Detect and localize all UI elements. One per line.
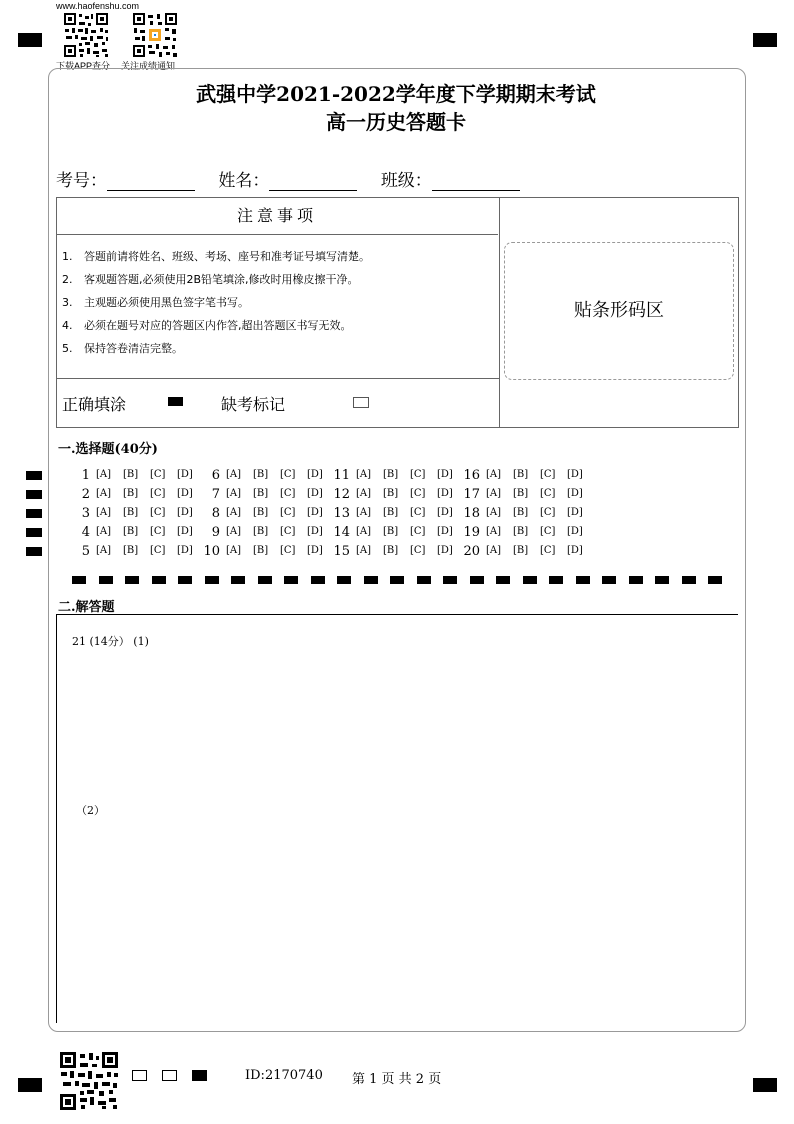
answer-bubble[interactable]: [B] (513, 488, 529, 499)
correct-fill-label: 正确填涂 (62, 395, 127, 414)
answer-bubble[interactable]: [B] (513, 526, 529, 537)
separator-dash (523, 576, 537, 584)
section1-title: 一.选择题(40分) (58, 442, 158, 457)
separator-dash (708, 576, 722, 584)
page-indicator: 第 1 页 共 2 页 (352, 1072, 442, 1087)
answer-bubble[interactable]: [A] (356, 526, 372, 537)
answer-bubble[interactable]: [C] (280, 545, 296, 556)
answer-bubble[interactable]: [C] (280, 488, 296, 499)
q21-answer-area[interactable] (56, 614, 738, 1023)
separator-dash (337, 576, 351, 584)
answer-bubble[interactable]: [C] (410, 526, 426, 537)
answer-bubble[interactable]: [D] (437, 545, 453, 556)
question-number: 8 (211, 506, 220, 521)
separator-dash (602, 576, 616, 584)
separator-dash (258, 576, 272, 584)
answer-bubble[interactable]: [B] (253, 469, 269, 480)
answer-bubble[interactable]: [C] (150, 488, 166, 499)
footer-marker-filled (192, 1070, 207, 1081)
answer-bubble[interactable]: [A] (356, 469, 372, 480)
separator-dash (682, 576, 696, 584)
answer-bubble[interactable]: [B] (123, 545, 139, 556)
answer-bubble[interactable]: [A] (226, 488, 242, 499)
answer-bubble[interactable]: [D] (567, 545, 583, 556)
question-number: 12 (333, 487, 350, 502)
answer-bubble[interactable]: [A] (226, 545, 242, 556)
answer-bubble[interactable]: [C] (280, 507, 296, 518)
answer-bubble[interactable]: [A] (486, 469, 502, 480)
answer-bubble[interactable]: [D] (437, 488, 453, 499)
answer-bubble[interactable]: [C] (150, 469, 166, 480)
question-number: 19 (463, 525, 480, 540)
question-number: 6 (211, 468, 220, 483)
answer-bubble[interactable]: [A] (96, 507, 112, 518)
timing-mark-top-right (753, 33, 777, 47)
row-timing-mark (26, 471, 42, 480)
student-info-row (56, 166, 538, 191)
separator-dash (576, 576, 590, 584)
separator-dash (125, 576, 139, 584)
footer-marker-box (162, 1070, 177, 1081)
separator-dash (549, 576, 563, 584)
notes-divider (499, 197, 500, 427)
question-number: 14 (333, 525, 350, 540)
footer-marker-box (132, 1070, 147, 1081)
question-number: 10 (203, 544, 220, 559)
student-name-field[interactable] (218, 166, 357, 191)
answer-bubble[interactable]: [A] (96, 526, 112, 537)
answer-bubble[interactable]: [D] (307, 507, 323, 518)
answer-bubble[interactable]: [C] (410, 469, 426, 480)
exam-title: 武强中学2021-2022学年度下学期期末考试 (196, 82, 596, 106)
separator-dash (496, 576, 510, 584)
question-number: 1 (81, 468, 90, 483)
answer-bubble[interactable]: [D] (177, 469, 193, 480)
separator-dash (178, 576, 192, 584)
section2-title: 二.解答题 (58, 600, 115, 615)
answer-bubble[interactable]: [C] (540, 526, 556, 537)
sheet-id: ID:2170740 (245, 1068, 323, 1083)
answer-bubble[interactable]: [C] (280, 526, 296, 537)
separator-dash (99, 576, 113, 584)
answer-bubble[interactable]: [B] (253, 545, 269, 556)
separator-dash (417, 576, 431, 584)
timing-mark-bottom-right (753, 1078, 777, 1092)
class-label: 班级： (380, 171, 432, 191)
answer-bubble[interactable]: [B] (253, 526, 269, 537)
question-number: 13 (333, 506, 350, 521)
separator-dash (311, 576, 325, 584)
question-number: 3 (81, 506, 90, 521)
answer-bubble[interactable]: [D] (177, 545, 193, 556)
answer-bubble[interactable]: [C] (410, 507, 426, 518)
answer-bubble[interactable]: [D] (177, 507, 193, 518)
separator-dash (231, 576, 245, 584)
answer-bubble[interactable]: [D] (307, 545, 323, 556)
answer-bubble[interactable]: [B] (123, 526, 139, 537)
note-item: 5. 保持答卷清洁完整。 (62, 342, 183, 355)
answer-bubble[interactable]: [B] (383, 488, 399, 499)
answer-bubble[interactable]: [A] (486, 526, 502, 537)
answer-bubble[interactable]: [C] (540, 507, 556, 518)
row-timing-mark (26, 509, 42, 518)
answer-bubble[interactable]: [A] (486, 507, 502, 518)
answer-bubble[interactable]: [B] (123, 488, 139, 499)
row-timing-mark (26, 528, 42, 537)
answer-bubble[interactable]: [D] (307, 526, 323, 537)
answer-bubble[interactable]: [C] (410, 545, 426, 556)
separator-dash (205, 576, 219, 584)
timing-mark-top-left (18, 33, 42, 47)
question-number: 16 (463, 468, 480, 483)
qr-code-footer-icon (60, 1052, 118, 1110)
answer-bubble[interactable]: [A] (356, 507, 372, 518)
answer-bubble[interactable]: [B] (253, 488, 269, 499)
answer-bubble[interactable]: [A] (226, 507, 242, 518)
correct-fill-sample (168, 397, 183, 406)
separator-dash (72, 576, 86, 584)
answer-bubble[interactable]: [A] (96, 488, 112, 499)
exam-number-field[interactable] (56, 166, 195, 191)
separator-dash (284, 576, 298, 584)
legend-divider (56, 378, 499, 379)
absent-mark-label: 缺考标记 (221, 395, 286, 414)
answer-bubble[interactable]: [D] (437, 469, 453, 480)
qr-code-app-icon (63, 12, 109, 58)
qr-right-caption: 关注成绩通知 (121, 61, 176, 71)
answer-bubble[interactable]: [C] (150, 545, 166, 556)
exam-number-label: 考号： (56, 171, 107, 191)
question-number: 4 (81, 525, 90, 540)
answer-bubble[interactable]: [B] (513, 469, 529, 480)
separator-dash (470, 576, 484, 584)
separator-dash (390, 576, 404, 584)
separator-dash (152, 576, 166, 584)
answer-bubble[interactable]: [A] (226, 469, 242, 480)
note-item: 2. 客观题答题,必须使用2B铅笔填涂,修改时用橡皮擦干净。 (62, 273, 359, 286)
separator-dash (443, 576, 457, 584)
answer-bubble[interactable]: [B] (383, 526, 399, 537)
answer-bubble[interactable]: [B] (123, 507, 139, 518)
answer-bubble[interactable]: [D] (567, 507, 583, 518)
answer-bubble[interactable]: [D] (177, 526, 193, 537)
question-number: 20 (463, 544, 480, 559)
qr-left-caption: 下载APP查分 (56, 61, 111, 71)
notes-heading: 注意事项 (56, 198, 498, 235)
answer-bubble[interactable]: [D] (307, 488, 323, 499)
separator-dash (364, 576, 378, 584)
note-item: 1. 答题前请将姓名、班级、考场、座号和准考证号填写清楚。 (62, 250, 370, 263)
answer-bubble[interactable]: [B] (123, 469, 139, 480)
answer-bubble[interactable]: [C] (150, 507, 166, 518)
question-number: 11 (333, 468, 350, 483)
answer-bubble[interactable]: [B] (513, 545, 529, 556)
separator-dash (655, 576, 669, 584)
answer-bubble[interactable]: [C] (410, 488, 426, 499)
answer-bubble[interactable]: [B] (513, 507, 529, 518)
exam-subtitle: 高一历史答题卡 (326, 110, 466, 134)
answer-bubble[interactable]: [A] (486, 488, 502, 499)
answer-bubble[interactable]: [B] (383, 545, 399, 556)
q21-part2-label: （2） (76, 804, 105, 817)
q21-label: 21 (14分） (1) (72, 635, 149, 648)
answer-bubble[interactable]: [D] (567, 526, 583, 537)
question-number: 2 (81, 487, 90, 502)
answer-bubble[interactable]: [A] (96, 469, 112, 480)
answer-bubble[interactable]: [D] (437, 526, 453, 537)
question-number: 17 (463, 487, 480, 502)
class-field[interactable] (381, 166, 520, 191)
answer-bubble[interactable]: [D] (567, 488, 583, 499)
answer-bubble[interactable]: [C] (540, 488, 556, 499)
answer-bubble[interactable]: [B] (253, 507, 269, 518)
separator-dash (629, 576, 643, 584)
answer-bubble[interactable]: [C] (540, 469, 556, 480)
question-number: 5 (81, 544, 90, 559)
question-number: 7 (211, 487, 220, 502)
absent-mark-checkbox[interactable] (353, 397, 369, 408)
answer-bubble[interactable]: [A] (226, 526, 242, 537)
answer-bubble[interactable]: [C] (150, 526, 166, 537)
answer-bubble[interactable]: [A] (356, 545, 372, 556)
answer-bubble[interactable]: [A] (486, 545, 502, 556)
answer-bubble[interactable]: [B] (383, 507, 399, 518)
question-number: 18 (463, 506, 480, 521)
note-item: 4. 必须在题号对应的答题区内作答,超出答题区书写无效。 (62, 319, 352, 332)
note-item: 3. 主观题必须使用黑色签字笔书写。 (62, 296, 249, 309)
timing-mark-bottom-left (18, 1078, 42, 1092)
row-timing-mark (26, 490, 42, 499)
question-number: 9 (211, 525, 220, 540)
question-number: 15 (333, 544, 350, 559)
answer-bubble[interactable]: [B] (383, 469, 399, 480)
answer-bubble[interactable]: [D] (177, 488, 193, 499)
answer-bubble[interactable]: [D] (567, 469, 583, 480)
barcode-area: 贴条形码区 (504, 242, 734, 380)
qr-code-notify-icon (132, 12, 178, 58)
answer-bubble[interactable]: [D] (307, 469, 323, 480)
notes-list (62, 248, 370, 363)
answer-bubble[interactable]: [C] (280, 469, 296, 480)
answer-bubble[interactable]: [A] (96, 545, 112, 556)
student-name-label: 姓名： (218, 171, 270, 191)
answer-bubble[interactable]: [D] (437, 507, 453, 518)
row-timing-mark (26, 547, 42, 556)
answer-bubble[interactable]: [C] (540, 545, 556, 556)
site-url: www.haofenshu.com (56, 1, 140, 11)
answer-bubble[interactable]: [A] (356, 488, 372, 499)
